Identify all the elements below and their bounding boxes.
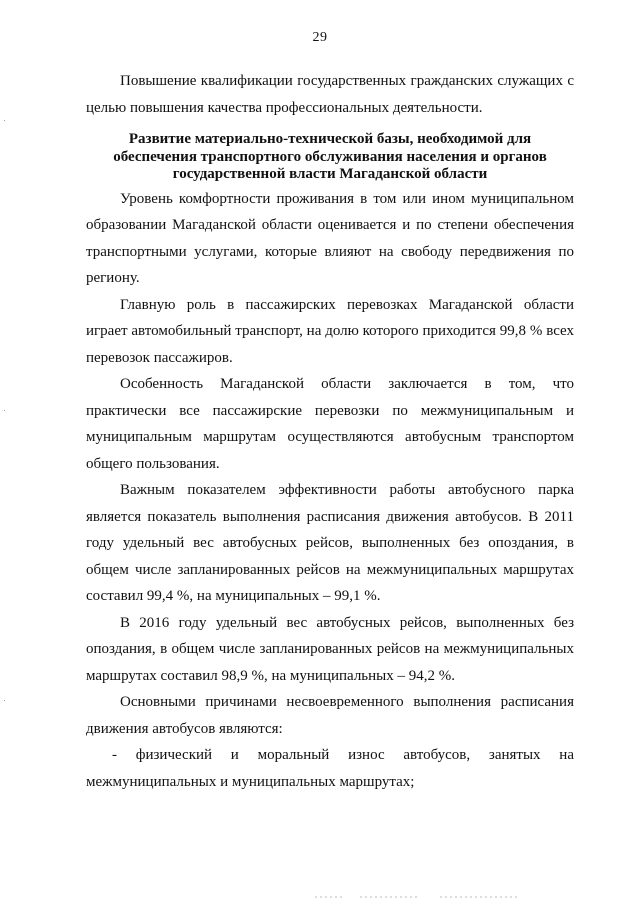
section-heading	[86, 131, 574, 184]
paragraph: Основными причинами несвоевременного выполнения расписания движения автобусов являются:	[86, 694, 574, 737]
document-body	[86, 68, 574, 795]
paragraph-intro: Повышение квалификации государственных гражданских служащих с целью повышения качества профессиональных деятельности.	[86, 73, 574, 116]
list-item: - физический и моральный износ автобусов, занятых на межмуниципальных и муниципальных маршрутах;	[86, 747, 574, 790]
paragraph: Особенность Магаданской области заключается в том, что практически все пассажирские перевозки по межмуниципальным и муниципальным маршрутам осуществляются автобусным транспортом общего пользования.	[86, 376, 574, 472]
heading-line-2: обеспечения транспортного обслуживания населения и органов	[113, 148, 547, 165]
page-number: 29	[312, 30, 328, 45]
heading-line-1: Развитие материально-технической базы, необходимой для	[128, 131, 532, 147]
paragraph: Важным показателем эффективности работы автобусного парка является показатель выполнения расписания движения автобусов. В 2011 году удельный вес автобусных рейсов, выполненных без опоздания, в общем числе запланированных рейсов на межмуниципальных маршрутах составил 99,4 %, на муниципальных – 99,1 %.	[86, 482, 574, 604]
paragraph: Главную роль в пассажирских перевозках Магаданской области играет автомобильный транспорт, на долю которого приходится 99,8 % всех перевозок пассажиров.	[86, 296, 574, 366]
heading-line-3: государственной власти Магаданской области	[172, 166, 488, 182]
scan-artifact	[0, 895, 640, 899]
scan-edge-mark	[4, 410, 5, 411]
scan-edge-mark	[4, 120, 5, 121]
paragraph: В 2016 году удельный вес автобусных рейсов, выполненных без опоздания, в общем числе запланированных рейсов на межмуниципальных маршрутах составил 98,9 %, на муниципальных – 94,2 %.	[86, 614, 574, 684]
scan-edge-mark	[4, 700, 5, 701]
paragraph: Уровень комфортности проживания в том или ином муниципальном образовании Магаданской области оценивается и по степени обеспечения транспортными услугами, которые влияют на свободу передвижения по региону.	[86, 190, 574, 286]
